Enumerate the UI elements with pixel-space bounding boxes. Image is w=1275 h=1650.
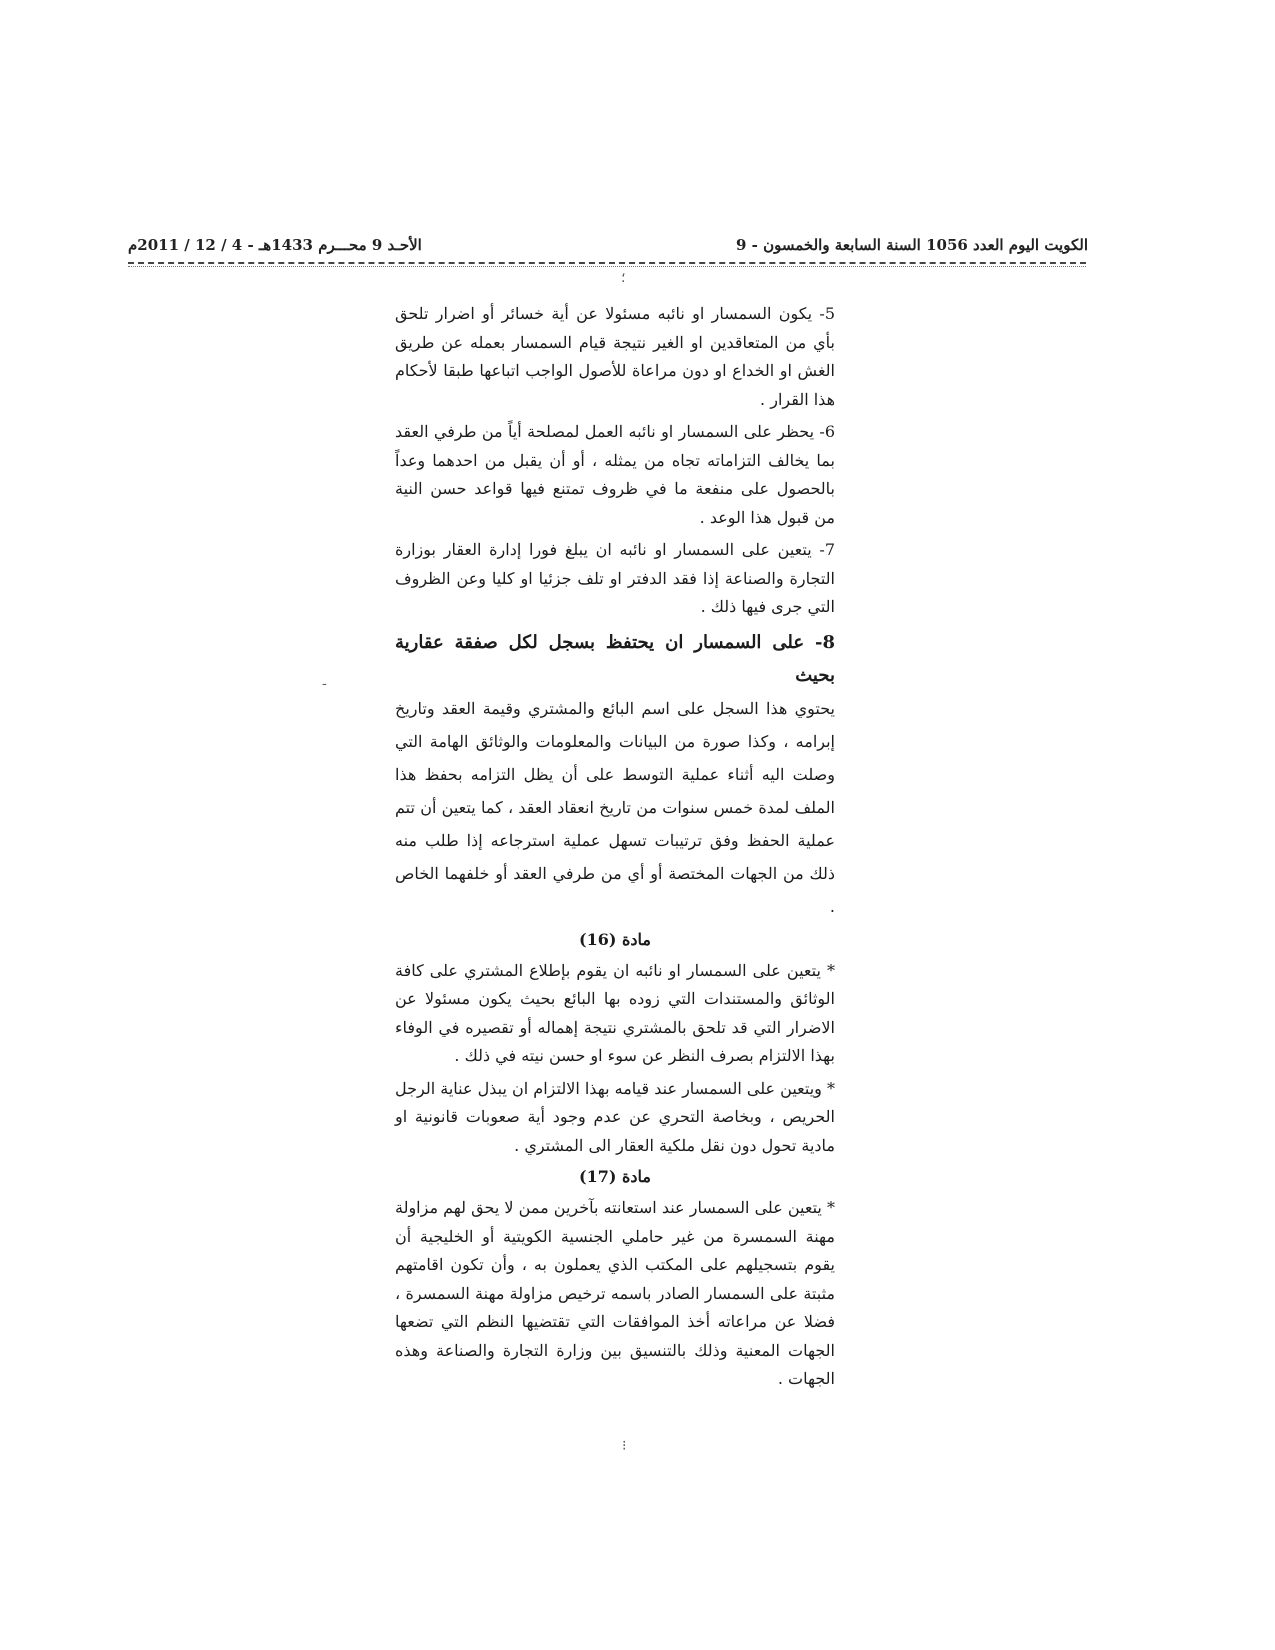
top-mark: ؛ [621,270,626,286]
header-issue-info: الكويت اليوم العدد 1056 السنة السابعة والخمسون - 9 [735,236,1088,254]
gazette-header [128,224,1088,254]
article17-paragraph-1: * يتعين على السمسار عند استعانته بآخرين ممن لا يحق لهم مزاولة مهنة السمسرة من غير حاملي الجنسية الكويتية أو الخليجية أن يقوم بتسجيلهم على المكتب الذي يعملون به ، وأن تكون اقامتهم مثبتة على السمسار الصادر باسمه ترخيص مزاولة مهنة السمسرة ، فضلا عن مراعاته أخذ الموافقات التي تقتضيها النظم التي تضعها الجهات المعنية وذلك بالتنسيق بين وزارة التجارة والصناعة وهذه الجهات . [395,1198,836,1388]
item8-first-line: 8- على السمسار ان يحتفظ بسجل لكل صفقة عقارية بحيث [395,631,835,686]
header-divider-secondary [128,266,1086,267]
bottom-mark: ⁝ [622,1438,627,1454]
article16-heading: مادة (16) [579,929,651,949]
article15-item-7: 7- يتعين على السمسار او نائبه ان يبلغ فورا إدارة العقار بوزارة التجارة والصناعة إذا فقد الدفتر او تلف جزئيا او كليا وعن الظروف التي جرى فيها ذلك . [395,540,835,616]
item8-text: يحتوي هذا السجل على اسم البائع والمشتري وقيمة العقد وتاريخ إبرامه ، وكذا صورة من البيانات والمعلومات والوثائق الهامة التي وصلت اليه أثناء عملية التوسط على أن يظل التزامه بحفظ هذا الملف لمدة خمس سنوات من تاريخ انعقاد العقد ، كما يتعين أن تتم عملية الحفظ وفق ترتيبات تسهل عملية استرجاعه إذا طلب منه ذلك من الجهات المختصة أو أي من طرفي العقد أو خلفهما الخاص . [395,698,835,916]
document-body [395,300,835,1398]
margin-mark: - [322,676,327,692]
header-date: الأحـد 9 محـــرم 1433هـ - 4 / 12 / 2011م [128,236,422,254]
article16-paragraph-1: * يتعين على السمسار او نائبه ان يقوم بإطلاع المشتري على كافة الوثائق والمستندات التي زوده بها البائع بحيث يكون مسئولا عن الاضرار التي قد تلحق بالمشتري نتيجة إهماله أو تقصيره في الوفاء بهذا الالتزام بصرف النظر عن سوء او حسن نيته في ذلك . [395,960,835,1065]
article15-item-5: 5- يكون السمسار او نائبه مسئولا عن أية خسائر أو اضرار تلحق بأي من المتعاقدين او الغير نتيجة قيام السمسار بعمله عن طريق الغش او الخداع او دون مراعاة للأصول الواجب اتباعها طبقا لأحكام هذا القرار . [395,304,835,409]
article15-item-6: 6- يحظر على السمسار او نائبه العمل لمصلحة أياً من طرفي العقد بما يخالف التزاماته تجاه من يمثله ، أو أن يقبل من احدهما وعداً بالحصول على منفعة ما في ظروف تمتنع فيها قواعد حسن النية من قبول هذا الوعد . [395,422,835,527]
article16-paragraph-2: * ويتعين على السمسار عند قيامه بهذا الالتزام ان يبذل عناية الرجل الحريص ، وبخاصة التحري عن عدم وجود أية صعوبات قانونية او مادية تحول دون نقل ملكية العقار الى المشتري . [395,1078,835,1155]
article15-item-8 [395,626,835,923]
article17-heading: مادة (17) [579,1167,651,1186]
header-divider [128,262,1086,264]
